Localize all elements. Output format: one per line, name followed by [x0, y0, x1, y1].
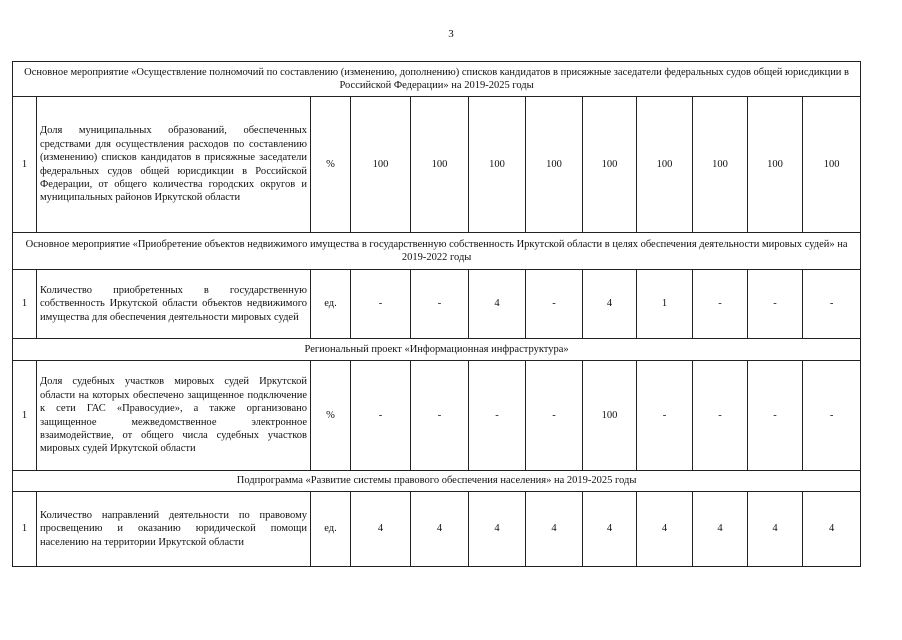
value-cell: 4	[803, 492, 861, 567]
section-heading: Основное мероприятие «Приобретение объектов недвижимого имущества в государственную собственность Иркутской области в целях обеспечения деятельности мировых судей» на 2019-2022 годы	[13, 233, 861, 270]
value-cell: -	[526, 361, 583, 471]
table-row	[13, 270, 861, 339]
value-cell: 100	[583, 361, 637, 471]
section-heading: Основное мероприятие «Осуществление полномочий по составлению (изменению, дополнению) списков кандидатов в присяжные заседатели федеральных судов общей юрисдикции в Российской Федерации» на 2019-2025 годы	[13, 62, 861, 97]
indicator-description: Доля судебных участков мировых судей Иркутской области на которых обеспечено защищенное подключение к сети ГАС «Правосудие», а также организовано защищенное межведомственное электронное взаимодействие, от общего числа судебных участков мировых судей Иркутской области	[37, 361, 311, 471]
value-cell: 4	[583, 270, 637, 339]
value-cell: -	[637, 361, 693, 471]
table-row	[13, 97, 861, 233]
row-number: 1	[13, 97, 37, 233]
section-heading-row	[13, 471, 861, 492]
value-cell: 100	[469, 97, 526, 233]
section-heading-row	[13, 339, 861, 361]
table-row	[13, 361, 861, 471]
section-heading: Региональный проект «Информационная инфраструктура»	[13, 339, 861, 361]
indicator-description: Доля муниципальных образований, обеспеченных средствами для осуществления расходов по составлению (изменению) списков кандидатов в присяжные заседатели федеральных судов общей юрисдикции в Российской Федерации, от общего количества городских округов и муниципальных районов Иркутской области	[37, 97, 311, 233]
page-number: 3	[448, 28, 454, 40]
value-cell: 4	[469, 270, 526, 339]
value-cell: -	[803, 270, 861, 339]
value-cell: -	[411, 361, 469, 471]
value-cell: 1	[637, 270, 693, 339]
value-cell: 4	[693, 492, 748, 567]
table-row	[13, 492, 861, 567]
indicators-table	[12, 61, 861, 567]
value-cell: 100	[748, 97, 803, 233]
value-cell: 100	[693, 97, 748, 233]
value-cell: 100	[637, 97, 693, 233]
value-cell: 4	[351, 492, 411, 567]
value-cell: -	[693, 270, 748, 339]
value-cell: 4	[583, 492, 637, 567]
unit-cell: ед.	[311, 270, 351, 339]
row-number: 1	[13, 361, 37, 471]
value-cell: -	[351, 361, 411, 471]
value-cell: 4	[637, 492, 693, 567]
unit-cell: %	[311, 97, 351, 233]
value-cell: -	[351, 270, 411, 339]
value-cell: -	[748, 270, 803, 339]
row-number: 1	[13, 492, 37, 567]
value-cell: 4	[526, 492, 583, 567]
value-cell: -	[803, 361, 861, 471]
value-cell: 100	[803, 97, 861, 233]
section-heading: Подпрограмма «Развитие системы правового обеспечения населения» на 2019-2025 годы	[13, 471, 861, 492]
value-cell: 100	[526, 97, 583, 233]
unit-cell: ед.	[311, 492, 351, 567]
value-cell: 4	[411, 492, 469, 567]
value-cell: 4	[748, 492, 803, 567]
value-cell: -	[748, 361, 803, 471]
value-cell: -	[526, 270, 583, 339]
value-cell: 100	[583, 97, 637, 233]
value-cell: -	[411, 270, 469, 339]
indicator-description: Количество направлений деятельности по правовому просвещению и оказанию юридической помощи населению на территории Иркутской области	[37, 492, 311, 567]
value-cell: -	[469, 361, 526, 471]
value-cell: 100	[351, 97, 411, 233]
indicator-description: Количество приобретенных в государственную собственность Иркутской области объектов недвижимого имущества для обеспечения деятельности мировых судей	[37, 270, 311, 339]
value-cell: 4	[469, 492, 526, 567]
section-heading-row	[13, 233, 861, 270]
unit-cell: %	[311, 361, 351, 471]
row-number: 1	[13, 270, 37, 339]
value-cell: -	[693, 361, 748, 471]
section-heading-row	[13, 62, 861, 97]
value-cell: 100	[411, 97, 469, 233]
